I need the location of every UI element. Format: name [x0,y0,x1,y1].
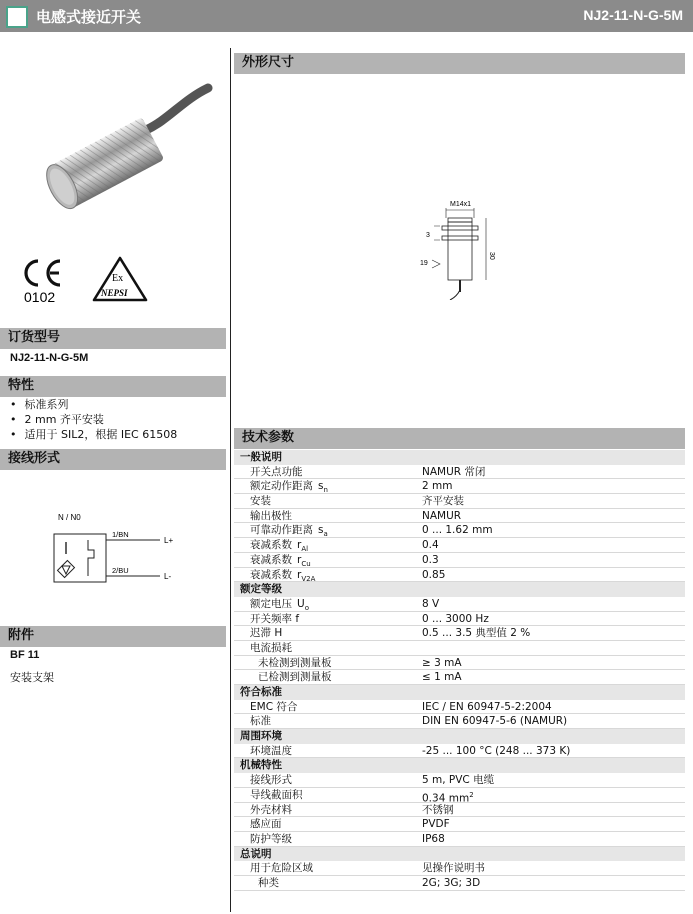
spec-label: 开关点功能 [250,465,303,478]
ce-mark-icon [26,261,60,285]
spec-row [234,876,685,891]
spec-value: 0.85 [422,568,446,581]
spec-row [234,803,685,818]
spec-value: ≤ 1 mA [422,671,462,684]
feature-item: • 适用于 SIL2，根据 IEC 61508 [10,427,177,442]
spec-section-header: 周围环境 [234,729,685,744]
svg-text:30: 30 [488,252,495,260]
accessory-heading: 附件 [0,626,226,647]
column-divider [230,48,231,912]
spec-value: 0 ... 1.62 mm [422,524,493,537]
spec-section-header: 额定等级 [234,582,685,597]
spec-row [234,773,685,788]
features-list [10,397,177,442]
order-number: NJ2-11-N-G-5M [10,352,89,364]
svg-text:1/BN: 1/BN [112,530,129,539]
spec-row [234,817,685,832]
spec-label: 已检测到测量板 [258,671,332,684]
spec-label: 种类 [258,876,279,889]
spec-value: ≥ 3 mA [422,656,462,669]
svg-text:L-: L- [164,572,172,581]
features-heading: 特性 [0,376,226,397]
spec-row [234,509,685,524]
spec-row [234,626,685,641]
model-number: NJ2-11-N-G-5M [583,7,683,23]
spec-row [234,832,685,847]
spec-label: 衰减系数 $r_{Al}$ [250,539,309,554]
svg-text:M14x1: M14x1 [450,201,472,208]
spec-label: 衰减系数 $r_{Cu}$ [250,553,311,568]
svg-text:3: 3 [426,232,430,239]
spec-value: -25 ... 100 °C (248 ... 373 K) [422,744,571,757]
spec-row [234,670,685,685]
spec-label: 电流损耗 [250,641,292,654]
spec-value: 0 ... 3000 Hz [422,612,489,625]
spec-value: 5 m, PVC 电缆 [422,774,495,787]
spec-row [234,714,685,729]
spec-value: IEC / EN 60947-5-2:2004 [422,700,552,713]
spec-label: 迟滞 H [250,627,283,640]
spec-value: NAMUR [422,509,462,522]
spec-label: 感应面 [250,818,282,831]
svg-text:2/BU: 2/BU [112,566,129,575]
ce-number: 0102 [24,289,56,305]
spec-value: DIN EN 60947-5-6 (NAMUR) [422,715,568,728]
svg-text:19: 19 [420,260,428,267]
spec-row [234,523,685,538]
spec-label: 接线形式 [250,774,292,787]
spec-row [234,465,685,480]
wiring-heading: 接线形式 [0,449,226,470]
spec-value: 0.4 [422,539,439,552]
feature-item: • 标准系列 [10,397,177,412]
spec-value: 0.5 ... 3.5 典型值 2 % [422,627,531,640]
svg-text:NEPSI: NEPSI [101,288,128,298]
spec-value: 齐平安装 [422,495,464,508]
spec-row [234,788,685,803]
spec-row [234,538,685,553]
svg-text:N / N0: N / N0 [58,513,81,522]
spec-section-header: 总说明 [234,847,685,862]
spec-label: 额定动作距离 $s_n$ [250,480,328,495]
accessory-description: 安装支架 [10,671,54,684]
spec-section-header: 符合标准 [234,685,685,700]
spec-label: 标准 [250,715,271,728]
spec-value: 0.3 [422,553,439,566]
product-photo [18,60,218,250]
order-heading: 订货型号 [0,328,226,349]
title-bar [0,0,693,32]
spec-label: 外壳材料 [250,803,292,816]
spec-label: 开关频率 f [250,612,300,625]
spec-section-header: 一般说明 [234,450,685,465]
spec-value: IP68 [422,832,445,845]
spec-label: 防护等级 [250,832,292,845]
spec-label: 环境温度 [250,744,292,757]
spec-row [234,553,685,568]
specs-table [234,450,685,891]
spec-section-header: 机械特性 [234,758,685,773]
specs-heading: 技术参数 [234,428,685,449]
spec-value: 见操作说明书 [422,862,485,875]
spec-row [234,744,685,759]
spec-label: 用于危险区域 [250,862,313,875]
wiring-diagram [40,506,210,596]
svg-text:Ex: Ex [112,273,124,284]
spec-label: 安装 [250,495,271,508]
spec-label: 输出极性 [250,509,292,522]
spec-label: 可靠动作距离 $s_a$ [250,524,328,539]
spec-row [234,568,685,583]
dimensions-heading: 外形尺寸 [234,53,685,74]
accessory-name: BF 11 [10,649,40,661]
spec-row [234,612,685,627]
spec-row [234,861,685,876]
spec-label: 未检测到测量板 [258,656,332,669]
feature-item: • 2 mm 齐平安装 [10,412,177,427]
page-title: 电感式接近开关 [36,8,142,26]
spec-row [234,641,685,656]
spec-row [234,597,685,612]
spec-label: EMC 符合 [250,700,298,713]
spec-row [234,656,685,671]
certification-marks [18,255,168,310]
dimension-drawing [410,190,520,300]
spec-value: PVDF [422,818,450,831]
spec-row [234,494,685,509]
spec-value: 8 V [422,597,440,610]
spec-value: 不锈钢 [422,803,454,816]
spec-row [234,700,685,715]
spec-label: 导线截面积 [250,788,303,801]
brand-square-icon [6,6,28,28]
spec-row [234,479,685,494]
spec-value: 2G; 3G; 3D [422,876,481,889]
spec-label: 额定电压 $U_o$ [250,597,309,612]
spec-value: NAMUR 常闭 [422,465,486,478]
svg-text:L+: L+ [164,536,174,545]
spec-label: 衰减系数 $r_{V2A}$ [250,568,316,583]
spec-value: 2 mm [422,480,453,493]
spec-value: 0.34 $mm^2$ [422,790,474,805]
ex-nepsi-icon [94,258,146,300]
